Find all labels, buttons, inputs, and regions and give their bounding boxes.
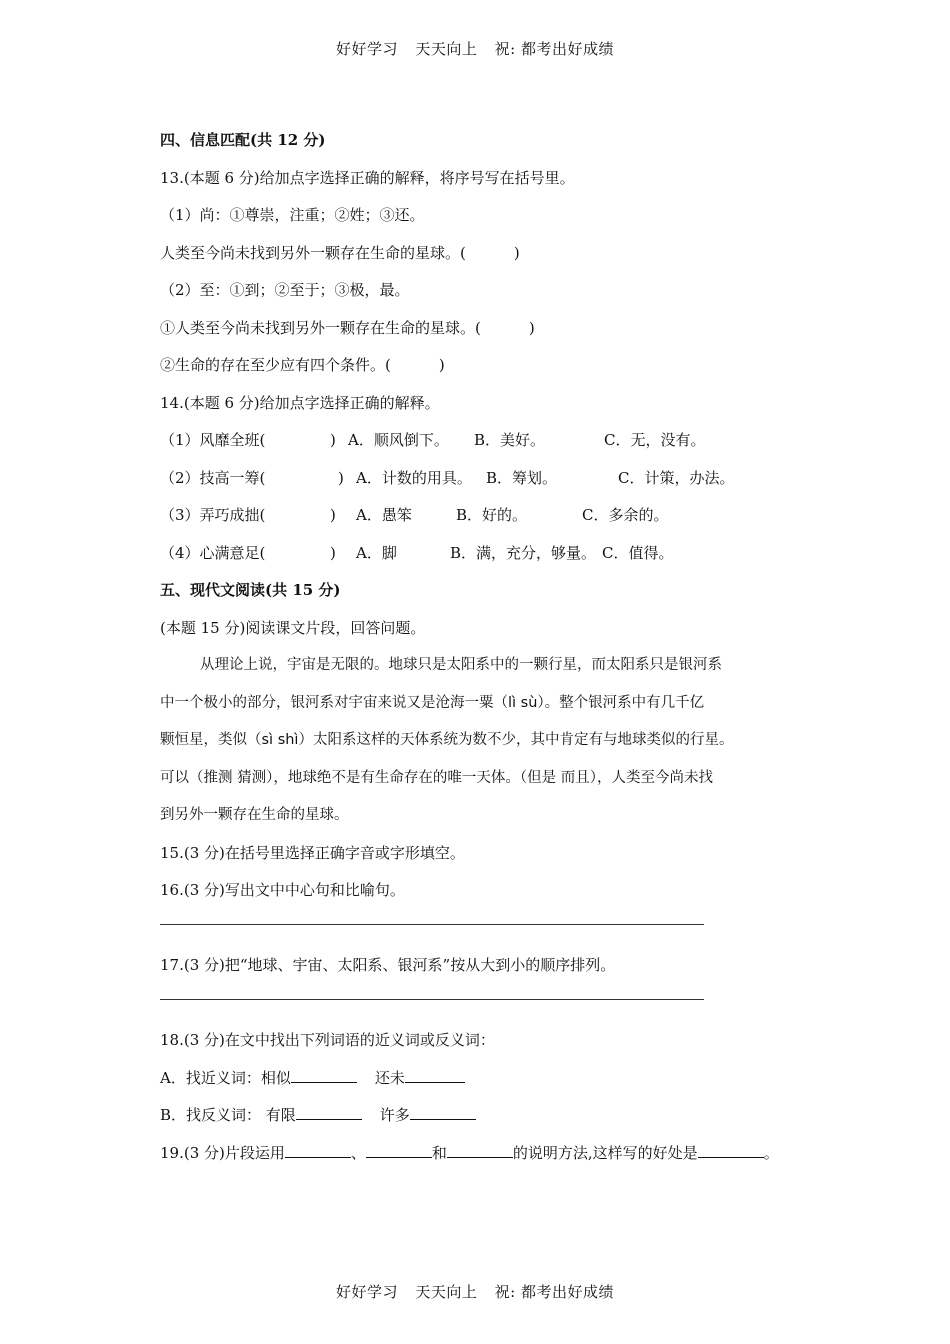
q17: 17.(3 分)把“地球、宇宙、太阳系、银河系”按从大到小的顺序排列。 bbox=[160, 956, 616, 974]
header-text-2: 天天向上 bbox=[415, 40, 478, 58]
q18-stem: 18.(3 分)在文中找出下列词语的近义词或反义词： bbox=[160, 1031, 495, 1049]
reading-intro: (本题 15 分)阅读课文片段，回答问题。 bbox=[160, 618, 426, 637]
q13-p2-sentence-1: ①人类至今尚未找到另外一颗存在生命的星球。( ) bbox=[160, 318, 535, 337]
q13-p2-definition: （2）至：①到；②至于；③极，最。 bbox=[160, 281, 410, 299]
passage-line: 可以（推测 猜测），地球绝不是有生命存在的唯一天体。（但是 而且），人类至今尚未找 bbox=[160, 769, 713, 786]
document-body bbox=[160, 128, 800, 1178]
footer-text-3: 祝: 都考出好成绩 bbox=[494, 1283, 614, 1301]
passage-line: 颗恒星，类似（sì shì）太阳系这样的天体系统为数不少，其中肯定有与地球类似的行星。 bbox=[160, 732, 734, 748]
q15: 15.(3 分)在括号里选择正确字音或字形填空。 bbox=[160, 843, 465, 862]
q14-stem: 14.(本题 6 分)给加点字选择正确的解释。 bbox=[160, 393, 440, 412]
fill-blank[interactable] bbox=[296, 1103, 362, 1120]
footer-text-1: 好好学习 bbox=[336, 1283, 399, 1301]
fill-blank[interactable] bbox=[698, 1141, 764, 1158]
q18-a: A．找近义词：相似 还未 bbox=[160, 1066, 800, 1104]
passage-line: 到另外一颗存在生命的星球。 bbox=[160, 807, 349, 823]
q19: 19.(3 分)片段运用 、 和 的说明方法,这样写的好处是 。 bbox=[160, 1141, 800, 1179]
fill-blank[interactable] bbox=[410, 1103, 476, 1120]
q13-p2-sentence-2: ②生命的存在至少应有四个条件。( ) bbox=[160, 356, 445, 374]
fill-blank[interactable] bbox=[447, 1141, 513, 1158]
q16: 16.(3 分)写出文中中心句和比喻句。 bbox=[160, 881, 405, 899]
header-text-1: 好好学习 bbox=[336, 40, 399, 58]
fill-blank[interactable] bbox=[291, 1066, 357, 1083]
fill-blank[interactable] bbox=[285, 1141, 351, 1158]
footer-text-2: 天天向上 bbox=[415, 1283, 478, 1301]
q14-item: （3）弄巧成拙( ) A．愚笨 B．好的。 C．多余的。 bbox=[160, 506, 669, 524]
page-header bbox=[0, 38, 950, 59]
q14-item: （2）技高一筹( ) A．计数的用具。 B．筹划。 C．计策，办法。 bbox=[160, 468, 735, 487]
q13-p1-sentence: 人类至今尚未找到另外一颗存在生命的星球。( ) bbox=[160, 243, 520, 262]
q17-answer-line[interactable] bbox=[160, 991, 800, 1029]
passage-line: 从理论上说，宇宙是无限的。地球只是太阳系中的一颗行星，而太阳系只是银河系 bbox=[200, 657, 722, 673]
fill-blank[interactable] bbox=[366, 1141, 432, 1158]
section-5-title: 五、现代文阅读(共 15 分) bbox=[160, 581, 341, 599]
passage-line: 中一个极小的部分，银河系对宇宙来说又是沧海一粟（lì sù）。整个银河系中有几千亿 bbox=[160, 694, 705, 711]
page-footer bbox=[0, 1281, 950, 1302]
q18-b: B．找反义词： 有限 许多 bbox=[160, 1103, 800, 1141]
fill-blank[interactable] bbox=[405, 1066, 465, 1083]
q16-answer-line[interactable] bbox=[160, 916, 800, 954]
q14-item: （1）风靡全班( ) A．顺风倒下。 B．美好。 C．无，没有。 bbox=[160, 431, 706, 449]
section-4-title: 四、信息匹配(共 12 分) bbox=[160, 131, 326, 149]
q13-stem: 13.(本题 6 分)给加点字选择正确的解释，将序号写在括号里。 bbox=[160, 168, 575, 187]
header-text-3: 祝: 都考出好成绩 bbox=[494, 40, 614, 58]
q13-p1-definition: （1）尚：①尊崇，注重；②姓；③还。 bbox=[160, 206, 425, 224]
q14-item: （4）心满意足( ) A．脚 B．满，充分，够量。 C．值得。 bbox=[160, 543, 674, 562]
